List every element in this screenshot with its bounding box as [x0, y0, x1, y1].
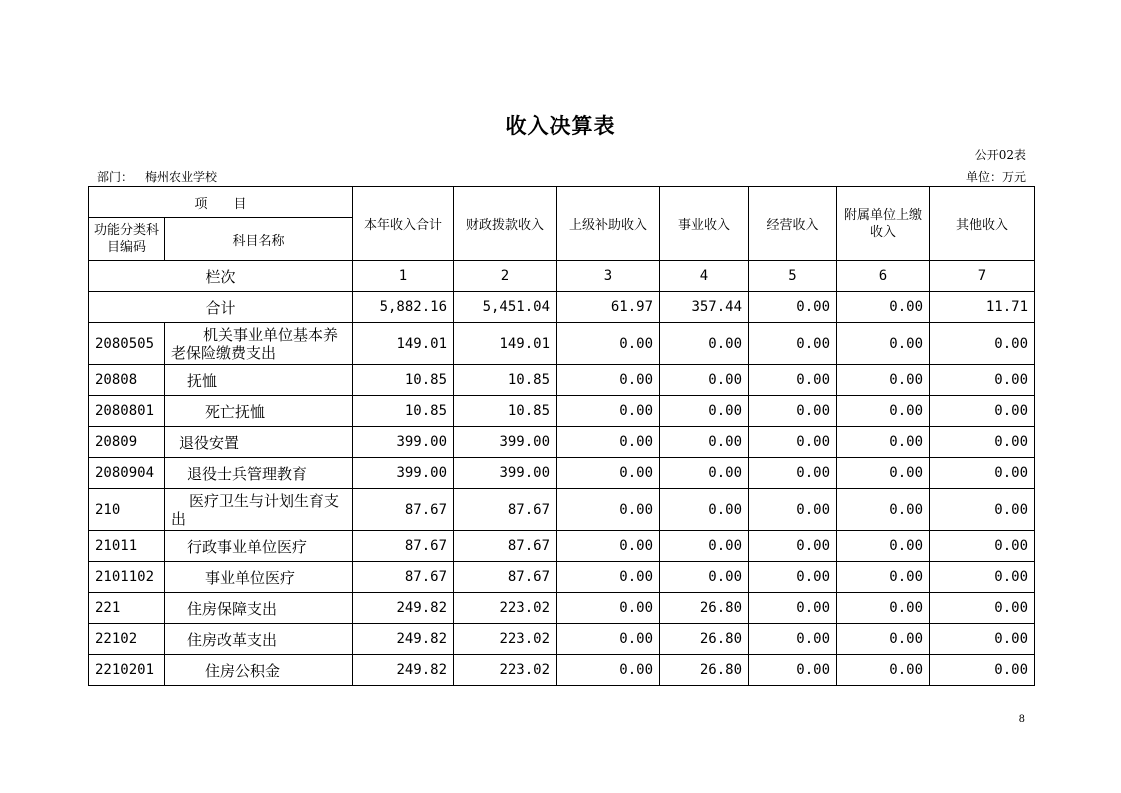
- value-cell: 223.02: [454, 593, 557, 624]
- value-cell: 26.80: [660, 593, 749, 624]
- value-cell: 223.02: [454, 624, 557, 655]
- page-title: 收入决算表: [505, 113, 616, 138]
- subject-name-cell: 死亡抚恤: [165, 396, 353, 427]
- func-code-cell: 22102: [89, 624, 165, 655]
- department-label: 部门：: [97, 170, 134, 184]
- total-cell: 0.00: [749, 292, 837, 323]
- total-row: [89, 292, 1035, 323]
- func-code-cell: 2080505: [89, 323, 165, 365]
- value-cell: 0.00: [749, 427, 837, 458]
- value-cell: 0.00: [660, 458, 749, 489]
- value-cell: 0.00: [837, 624, 930, 655]
- value-cell: 0.00: [930, 562, 1035, 593]
- subject-name-cell: 住房改革支出: [165, 624, 353, 655]
- total-cell: 11.71: [930, 292, 1035, 323]
- column-index-cell: 4: [660, 261, 749, 292]
- table-row: [89, 655, 1035, 686]
- value-cell: 87.67: [353, 489, 454, 531]
- func-code-cell: 20808: [89, 365, 165, 396]
- value-cell: 0.00: [749, 655, 837, 686]
- value-cell: 87.67: [454, 489, 557, 531]
- table-row: [89, 489, 1035, 531]
- value-cell: 0.00: [557, 593, 660, 624]
- value-cell: 10.85: [353, 396, 454, 427]
- value-cell: 149.01: [454, 323, 557, 365]
- value-cell: 0.00: [557, 562, 660, 593]
- value-cell: 0.00: [557, 396, 660, 427]
- value-cell: 87.67: [353, 562, 454, 593]
- department-name: 梅州农业学校: [145, 170, 218, 184]
- value-cell: 87.67: [454, 531, 557, 562]
- value-cell: 0.00: [749, 365, 837, 396]
- value-cell: 0.00: [837, 655, 930, 686]
- table-row: [89, 427, 1035, 458]
- value-cell: 87.67: [353, 531, 454, 562]
- value-cell: 0.00: [660, 427, 749, 458]
- value-cell: 0.00: [930, 531, 1035, 562]
- value-cell: 0.00: [557, 655, 660, 686]
- value-cell: 0.00: [660, 489, 749, 531]
- column-index-row: [89, 261, 1035, 292]
- subject-name-cell: 住房公积金: [165, 655, 353, 686]
- value-cell: 0.00: [930, 458, 1035, 489]
- subject-name-header: 科目名称: [165, 218, 353, 261]
- col-header-other: 其他收入: [930, 187, 1035, 261]
- value-cell: 399.00: [454, 458, 557, 489]
- value-cell: 0.00: [930, 365, 1035, 396]
- total-cell: 0.00: [837, 292, 930, 323]
- total-cell: 357.44: [660, 292, 749, 323]
- value-cell: 399.00: [454, 427, 557, 458]
- subject-name-cell: 机关事业单位基本养老保险缴费支出: [165, 323, 353, 365]
- total-cell: 5,451.04: [454, 292, 557, 323]
- func-code-cell: 2080801: [89, 396, 165, 427]
- value-cell: 0.00: [749, 593, 837, 624]
- value-cell: 0.00: [930, 593, 1035, 624]
- subject-name-cell: 医疗卫生与计划生育支出: [165, 489, 353, 531]
- total-cell: 5,882.16: [353, 292, 454, 323]
- value-cell: 0.00: [837, 562, 930, 593]
- value-cell: 223.02: [454, 655, 557, 686]
- subject-name-cell: 事业单位医疗: [165, 562, 353, 593]
- value-cell: 10.85: [353, 365, 454, 396]
- value-cell: 0.00: [749, 323, 837, 365]
- table-row: [89, 396, 1035, 427]
- value-cell: 0.00: [930, 396, 1035, 427]
- value-cell: 0.00: [837, 531, 930, 562]
- value-cell: 149.01: [353, 323, 454, 365]
- value-cell: 399.00: [353, 427, 454, 458]
- value-cell: 0.00: [930, 489, 1035, 531]
- table-row: [89, 365, 1035, 396]
- col-header-total: 本年收入合计: [353, 187, 454, 261]
- value-cell: 0.00: [837, 593, 930, 624]
- col-header-business: 事业收入: [660, 187, 749, 261]
- column-index-cell: 5: [749, 261, 837, 292]
- value-cell: 0.00: [837, 427, 930, 458]
- func-code-cell: 2210201: [89, 655, 165, 686]
- table-row: [89, 624, 1035, 655]
- column-index-cell: 7: [930, 261, 1035, 292]
- col-header-superior: 上级补助收入: [557, 187, 660, 261]
- column-index-cell: 2: [454, 261, 557, 292]
- value-cell: 0.00: [557, 323, 660, 365]
- value-cell: 0.00: [930, 427, 1035, 458]
- table-row: [89, 458, 1035, 489]
- value-cell: 0.00: [660, 562, 749, 593]
- value-cell: 0.00: [749, 458, 837, 489]
- item-header: 项 目: [89, 187, 353, 218]
- col-header-fiscal: 财政拨款收入: [454, 187, 557, 261]
- column-index-cell: 6: [837, 261, 930, 292]
- value-cell: 0.00: [930, 624, 1035, 655]
- value-cell: 0.00: [660, 396, 749, 427]
- value-cell: 26.80: [660, 655, 749, 686]
- column-index-cell: 3: [557, 261, 660, 292]
- subject-name-cell: 退役安置: [165, 427, 353, 458]
- subject-name-cell: 行政事业单位医疗: [165, 531, 353, 562]
- page-number: 8: [1018, 714, 1025, 725]
- func-code-cell: 2080904: [89, 458, 165, 489]
- table-row: [89, 593, 1035, 624]
- value-cell: 249.82: [353, 593, 454, 624]
- total-cell: 61.97: [557, 292, 660, 323]
- unit-label: 单位：万元: [965, 170, 1026, 184]
- value-cell: 249.82: [353, 655, 454, 686]
- func-code-header: 功能分类科目编码: [89, 218, 165, 261]
- func-code-cell: 210: [89, 489, 165, 531]
- subject-name-cell: 抚恤: [165, 365, 353, 396]
- func-code-cell: 21011: [89, 531, 165, 562]
- value-cell: 26.80: [660, 624, 749, 655]
- value-cell: 0.00: [557, 531, 660, 562]
- value-cell: 0.00: [557, 489, 660, 531]
- value-cell: 0.00: [837, 365, 930, 396]
- value-cell: 0.00: [660, 531, 749, 562]
- column-index-cell: 1: [353, 261, 454, 292]
- col-header-affiliated: 附属单位上缴收入: [837, 187, 930, 261]
- value-cell: 0.00: [557, 624, 660, 655]
- value-cell: 0.00: [557, 365, 660, 396]
- subject-name-cell: 住房保障支出: [165, 593, 353, 624]
- value-cell: 0.00: [837, 458, 930, 489]
- value-cell: 0.00: [557, 427, 660, 458]
- total-label: 合计: [89, 292, 353, 323]
- table-row: [89, 531, 1035, 562]
- value-cell: 0.00: [837, 396, 930, 427]
- func-code-cell: 20809: [89, 427, 165, 458]
- func-code-cell: 2101102: [89, 562, 165, 593]
- value-cell: 249.82: [353, 624, 454, 655]
- income-table: [88, 186, 1035, 686]
- value-cell: 0.00: [749, 489, 837, 531]
- value-cell: 0.00: [660, 365, 749, 396]
- value-cell: 10.85: [454, 396, 557, 427]
- value-cell: 0.00: [930, 655, 1035, 686]
- value-cell: 0.00: [930, 323, 1035, 365]
- value-cell: 0.00: [749, 624, 837, 655]
- form-code: 公开02表: [974, 148, 1026, 162]
- value-cell: 0.00: [557, 458, 660, 489]
- table-row: [89, 323, 1035, 365]
- subject-name-cell: 退役士兵管理教育: [165, 458, 353, 489]
- table-row: [89, 562, 1035, 593]
- value-cell: 0.00: [660, 323, 749, 365]
- value-cell: 0.00: [749, 562, 837, 593]
- value-cell: 0.00: [749, 396, 837, 427]
- value-cell: 87.67: [454, 562, 557, 593]
- department-line: [97, 168, 217, 185]
- col-header-operating: 经营收入: [749, 187, 837, 261]
- value-cell: 0.00: [749, 531, 837, 562]
- func-code-cell: 221: [89, 593, 165, 624]
- value-cell: 0.00: [837, 323, 930, 365]
- column-index-label: 栏次: [89, 261, 353, 292]
- value-cell: 0.00: [837, 489, 930, 531]
- value-cell: 10.85: [454, 365, 557, 396]
- value-cell: 399.00: [353, 458, 454, 489]
